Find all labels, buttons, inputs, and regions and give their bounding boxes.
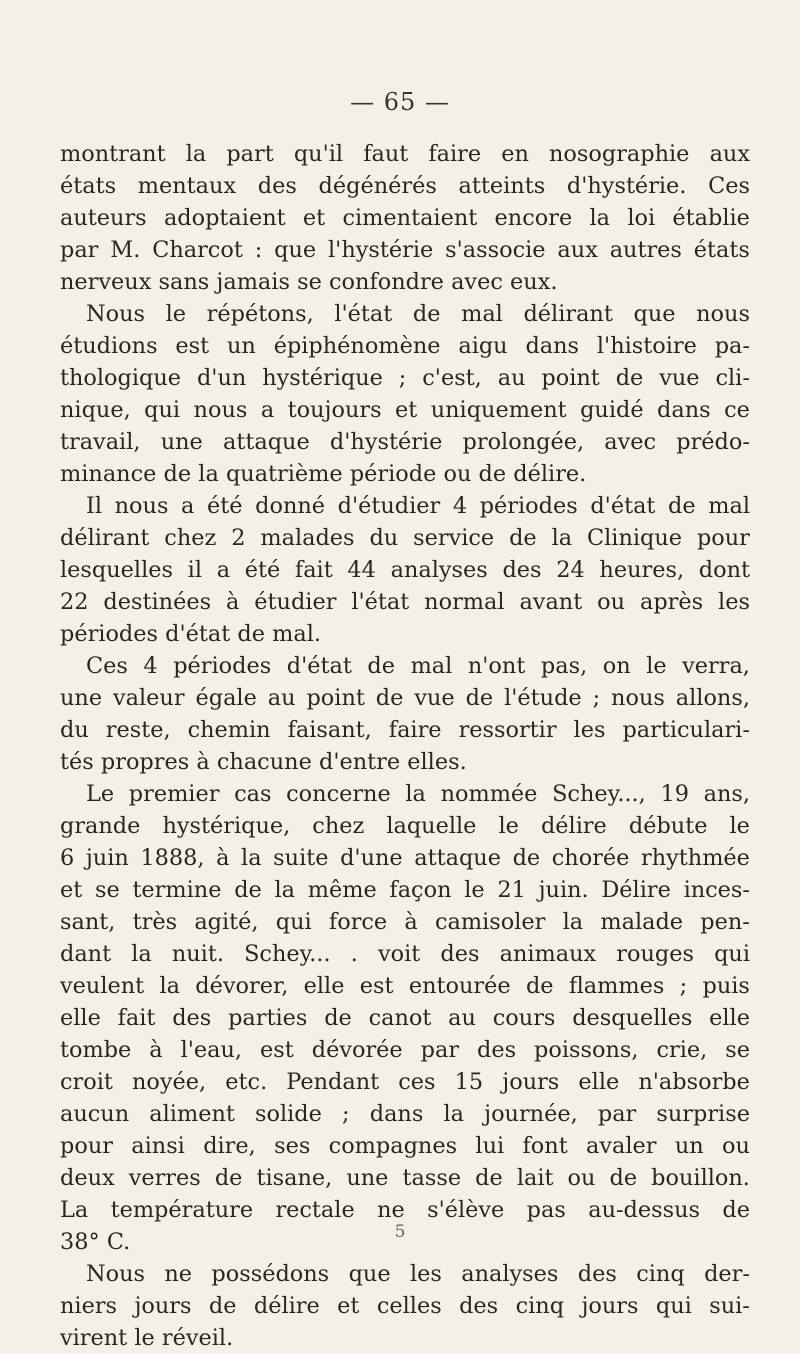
text-line: Il nous a été donné d'étudier 4 périodes d'état de mal: [86, 493, 750, 519]
text-line: veulent la dévorer, elle est entourée de flammes ; puis: [60, 973, 750, 999]
text-line: aucun aliment solide ; dans la journée, par surprise: [60, 1101, 750, 1127]
text-line: Nous le répétons, l'état de mal délirant que nous: [86, 301, 750, 327]
page-number: — 65 —: [350, 88, 450, 116]
text-line: du reste, chemin faisant, faire ressortir les particulari-: [60, 717, 750, 743]
text-line: 6 juin 1888, à la suite d'une attaque de chorée rhythmée: [60, 845, 750, 871]
text-line: La température rectale ne s'élève pas au-dessus de: [60, 1197, 750, 1223]
text-line: étudions est un épiphénomène aigu dans l'histoire pa-: [60, 333, 750, 359]
text-line: délirant chez 2 malades du service de la Clinique pour: [60, 525, 750, 551]
text-line: une valeur égale au point de vue de l'étude ; nous allons,: [60, 685, 750, 711]
text-line: thologique d'un hystérique ; c'est, au point de vue cli-: [60, 365, 750, 391]
text-line: par M. Charcot : que l'hystérie s'associe aux autres états: [60, 237, 750, 263]
text-line: grande hystérique, chez laquelle le délire débute le: [60, 813, 750, 839]
text-line: virent le réveil.: [60, 1325, 234, 1351]
text-line: tés propres à chacune d'entre elles.: [60, 749, 467, 775]
text-line: nique, qui nous a toujours et uniquement guidé dans ce: [60, 397, 750, 423]
text-line: elle fait des parties de canot au cours desquelles elle: [60, 1005, 750, 1031]
text-line: sant, très agité, qui force à camisoler la malade pen-: [60, 909, 750, 935]
text-line: deux verres de tisane, une tasse de lait ou de bouillon.: [60, 1165, 750, 1191]
text-line: 22 destinées à étudier l'état normal avant ou après les: [60, 589, 750, 615]
text-line: dant la nuit. Schey... . voit des animaux rouges qui: [60, 941, 750, 967]
text-line: et se termine de la même façon le 21 juin. Délire inces-: [60, 877, 750, 903]
body-text: [60, 138, 750, 1354]
text-line: états mentaux des dégénérés atteints d'hystérie. Ces: [60, 173, 750, 199]
text-line: niers jours de délire et celles des cinq jours qui sui-: [60, 1293, 750, 1319]
text-line: travail, une attaque d'hystérie prolongée, avec prédo-: [60, 429, 750, 455]
text-line: tombe à l'eau, est dévorée par des poissons, crie, se: [60, 1037, 750, 1063]
signature-mark: 5: [394, 1222, 406, 1242]
text-line: Nous ne possédons que les analyses des cinq der-: [86, 1261, 750, 1287]
text-line: auteurs adoptaient et cimentaient encore la loi établie: [60, 205, 750, 231]
text-line: pour ainsi dire, ses compagnes lui font avaler un ou: [60, 1133, 750, 1159]
text-line: montrant la part qu'il faut faire en nosographie aux: [60, 141, 750, 167]
text-line: nerveux sans jamais se confondre avec eux.: [60, 269, 558, 295]
text-line: lesquelles il a été fait 44 analyses des 24 heures, dont: [60, 557, 750, 583]
text-line: périodes d'état de mal.: [60, 621, 322, 647]
text-line: Ces 4 périodes d'état de mal n'ont pas, on le verra,: [86, 653, 750, 679]
text-line: Le premier cas concerne la nommée Schey..., 19 ans,: [86, 781, 750, 807]
text-line: 38° C.: [60, 1229, 131, 1255]
text-line: minance de la quatrième période ou de délire.: [60, 461, 587, 487]
text-line: croit noyée, etc. Pendant ces 15 jours elle n'absorbe: [60, 1069, 750, 1095]
